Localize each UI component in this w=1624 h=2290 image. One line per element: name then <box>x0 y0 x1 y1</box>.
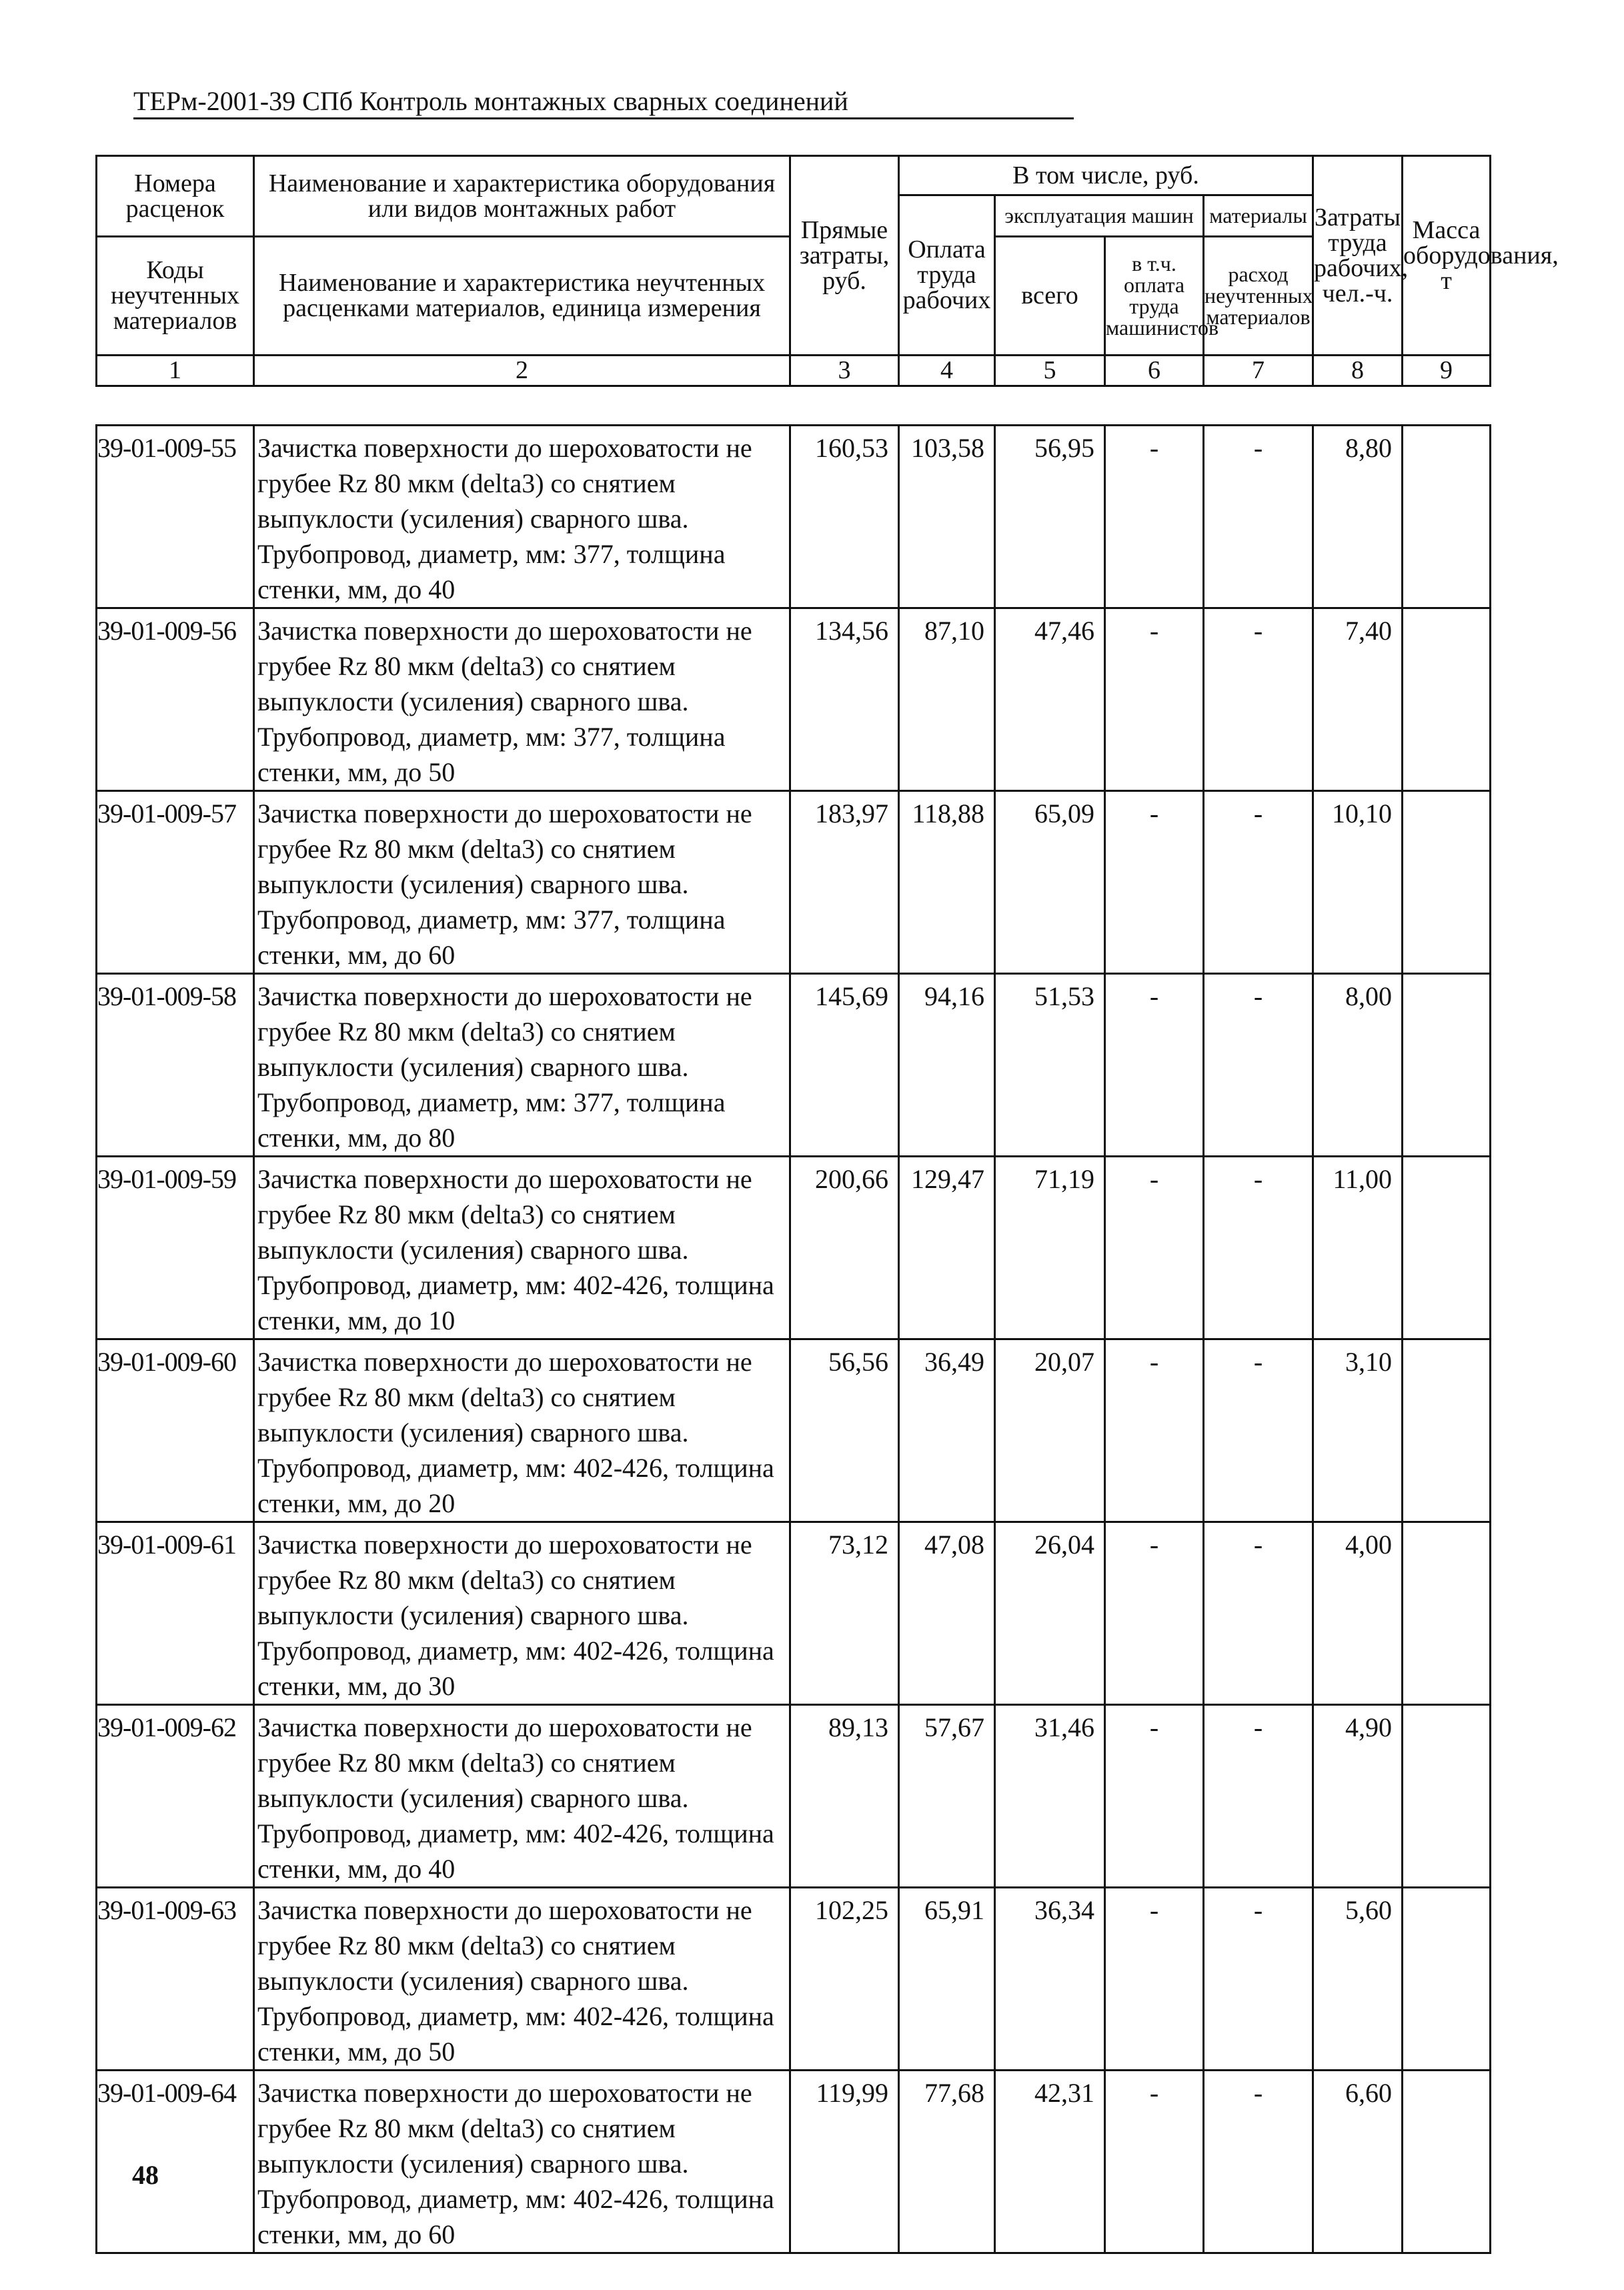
materials-cost: - <box>1204 2071 1313 2253</box>
document-title: ТЕРм-2001-39 СПб Контроль монтажных сварных соединений <box>133 85 1074 119</box>
rates-table <box>95 424 1491 2254</box>
machine-cost: 36,34 <box>995 1888 1105 2071</box>
machine-cost: 31,46 <box>995 1705 1105 1888</box>
machine-cost: 20,07 <box>995 1339 1105 1522</box>
labor-cost: 47,08 <box>899 1522 995 1705</box>
equipment-mass <box>1403 1705 1491 1888</box>
column-number: 7 <box>1204 355 1313 386</box>
rate-name: Зачистка поверхности до шероховатости не грубее Rz 80 мкм (delta3) со снятием выпуклости (усиления) сварного шва. Трубопровод, диаметр, мм: 402-426, толщина стенки, мм, до 40 <box>254 1705 790 1888</box>
materials-cost: - <box>1204 426 1313 608</box>
rates-table-body <box>97 426 1491 2253</box>
labor-hours: 8,00 <box>1313 974 1403 1157</box>
labor-cost: 77,68 <box>899 2071 995 2253</box>
materials-cost: - <box>1204 1522 1313 1705</box>
materials-cost: - <box>1204 1888 1313 2071</box>
column-number: 9 <box>1403 355 1491 386</box>
header-col8: Затраты труда рабочих, чел.-ч. <box>1313 156 1403 356</box>
rate-code: 39-01-009-60 <box>97 1339 254 1522</box>
labor-hours: 6,60 <box>1313 2071 1403 2253</box>
table-row <box>97 1888 1491 2071</box>
labor-cost: 65,91 <box>899 1888 995 2071</box>
header-col2-top: Наименование и характеристика оборудования или видов монтажных работ <box>254 156 790 237</box>
equipment-mass <box>1403 974 1491 1157</box>
machinist-cost: - <box>1105 1157 1204 1339</box>
direct-cost: 160,53 <box>790 426 899 608</box>
labor-cost: 129,47 <box>899 1157 995 1339</box>
equipment-mass <box>1403 2071 1491 2253</box>
table-row <box>97 608 1491 791</box>
materials-cost: - <box>1204 974 1313 1157</box>
column-number: 6 <box>1105 355 1204 386</box>
machine-cost: 42,31 <box>995 2071 1105 2253</box>
equipment-mass <box>1403 608 1491 791</box>
rate-code: 39-01-009-57 <box>97 791 254 974</box>
materials-cost: - <box>1204 1339 1313 1522</box>
machine-cost: 65,09 <box>995 791 1105 974</box>
header-col4: Оплата труда рабочих <box>899 195 995 355</box>
rate-code: 39-01-009-55 <box>97 426 254 608</box>
direct-cost: 134,56 <box>790 608 899 791</box>
direct-cost: 102,25 <box>790 1888 899 2071</box>
materials-cost: - <box>1204 608 1313 791</box>
table-row <box>97 1157 1491 1339</box>
labor-hours: 4,00 <box>1313 1522 1403 1705</box>
rate-code: 39-01-009-59 <box>97 1157 254 1339</box>
rate-name: Зачистка поверхности до шероховатости не грубее Rz 80 мкм (delta3) со снятием выпуклости (усиления) сварного шва. Трубопровод, диаметр, мм: 402-426, толщина стенки, мм, до 60 <box>254 2071 790 2253</box>
machinist-cost: - <box>1105 1522 1204 1705</box>
page-number: 48 <box>132 2160 159 2190</box>
table-row <box>97 1522 1491 1705</box>
labor-hours: 10,10 <box>1313 791 1403 974</box>
machine-cost: 71,19 <box>995 1157 1105 1339</box>
machinist-cost: - <box>1105 1888 1204 2071</box>
header-col3: Прямые затраты, руб. <box>790 156 899 356</box>
rate-name: Зачистка поверхности до шероховатости не грубее Rz 80 мкм (delta3) со снятием выпуклости (усиления) сварного шва. Трубопровод, диаметр, мм: 377, толщина стенки, мм, до 50 <box>254 608 790 791</box>
direct-cost: 89,13 <box>790 1705 899 1888</box>
machine-cost: 26,04 <box>995 1522 1105 1705</box>
labor-hours: 11,00 <box>1313 1157 1403 1339</box>
rate-code: 39-01-009-56 <box>97 608 254 791</box>
labor-hours: 7,40 <box>1313 608 1403 791</box>
labor-cost: 36,49 <box>899 1339 995 1522</box>
machinist-cost: - <box>1105 608 1204 791</box>
table-row <box>97 1339 1491 1522</box>
table-row <box>97 426 1491 608</box>
rate-name: Зачистка поверхности до шероховатости не грубее Rz 80 мкм (delta3) со снятием выпуклости (усиления) сварного шва. Трубопровод, диаметр, мм: 402-426, толщина стенки, мм, до 50 <box>254 1888 790 2071</box>
column-number: 4 <box>899 355 995 386</box>
labor-cost: 103,58 <box>899 426 995 608</box>
header-col1-top: Номера расценок <box>97 156 254 237</box>
labor-hours: 3,10 <box>1313 1339 1403 1522</box>
machine-cost: 51,53 <box>995 974 1105 1157</box>
header-col6: в т.ч. оплата труда машинистов <box>1105 237 1204 356</box>
machinist-cost: - <box>1105 1705 1204 1888</box>
machine-cost: 56,95 <box>995 426 1105 608</box>
equipment-mass <box>1403 1888 1491 2071</box>
machine-cost: 47,46 <box>995 608 1105 791</box>
column-number: 3 <box>790 355 899 386</box>
column-number: 8 <box>1313 355 1403 386</box>
table-row <box>97 791 1491 974</box>
machinist-cost: - <box>1105 1339 1204 1522</box>
equipment-mass <box>1403 1522 1491 1705</box>
rate-name: Зачистка поверхности до шероховатости не грубее Rz 80 мкм (delta3) со снятием выпуклости (усиления) сварного шва. Трубопровод, диаметр, мм: 402-426, толщина стенки, мм, до 20 <box>254 1339 790 1522</box>
column-number: 1 <box>97 355 254 386</box>
labor-hours: 8,80 <box>1313 426 1403 608</box>
table-row <box>97 1705 1491 1888</box>
machinist-cost: - <box>1105 974 1204 1157</box>
rate-name: Зачистка поверхности до шероховатости не грубее Rz 80 мкм (delta3) со снятием выпуклости (усиления) сварного шва. Трубопровод, диаметр, мм: 377, толщина стенки, мм, до 60 <box>254 791 790 974</box>
rate-name: Зачистка поверхности до шероховатости не грубее Rz 80 мкм (delta3) со снятием выпуклости (усиления) сварного шва. Трубопровод, диаметр, мм: 377, толщина стенки, мм, до 40 <box>254 426 790 608</box>
machinist-cost: - <box>1105 791 1204 974</box>
rate-name: Зачистка поверхности до шероховатости не грубее Rz 80 мкм (delta3) со снятием выпуклости (усиления) сварного шва. Трубопровод, диаметр, мм: 402-426, толщина стенки, мм, до 10 <box>254 1157 790 1339</box>
labor-cost: 87,10 <box>899 608 995 791</box>
machinist-cost: - <box>1105 426 1204 608</box>
rate-code: 39-01-009-63 <box>97 1888 254 2071</box>
rate-name: Зачистка поверхности до шероховатости не грубее Rz 80 мкм (delta3) со снятием выпуклости (усиления) сварного шва. Трубопровод, диаметр, мм: 402-426, толщина стенки, мм, до 30 <box>254 1522 790 1705</box>
column-number: 2 <box>254 355 790 386</box>
rate-code: 39-01-009-64 <box>97 2071 254 2253</box>
header-col9: Масса оборудования, т <box>1403 156 1491 356</box>
labor-hours: 5,60 <box>1313 1888 1403 2071</box>
equipment-mass <box>1403 1157 1491 1339</box>
equipment-mass <box>1403 426 1491 608</box>
materials-cost: - <box>1204 1705 1313 1888</box>
header-col7: расход неучтенных материалов <box>1204 237 1313 356</box>
direct-cost: 73,12 <box>790 1522 899 1705</box>
equipment-mass <box>1403 791 1491 974</box>
header-machines: эксплуатация машин <box>995 195 1204 237</box>
rate-code: 39-01-009-58 <box>97 974 254 1157</box>
materials-cost: - <box>1204 791 1313 974</box>
direct-cost: 56,56 <box>790 1339 899 1522</box>
machinist-cost: - <box>1105 2071 1204 2253</box>
direct-cost: 145,69 <box>790 974 899 1157</box>
labor-hours: 4,90 <box>1313 1705 1403 1888</box>
rate-name: Зачистка поверхности до шероховатости не грубее Rz 80 мкм (delta3) со снятием выпуклости (усиления) сварного шва. Трубопровод, диаметр, мм: 377, толщина стенки, мм, до 80 <box>254 974 790 1157</box>
labor-cost: 94,16 <box>899 974 995 1157</box>
labor-cost: 118,88 <box>899 791 995 974</box>
header-group: В том числе, руб. <box>899 156 1313 195</box>
labor-cost: 57,67 <box>899 1705 995 1888</box>
materials-cost: - <box>1204 1157 1313 1339</box>
header-col2-bottom: Наименование и характеристика неучтенных расценками материалов, единица измерения <box>254 237 790 356</box>
direct-cost: 183,97 <box>790 791 899 974</box>
table-row <box>97 974 1491 1157</box>
table-row <box>97 2071 1491 2253</box>
table-header <box>95 155 1559 387</box>
column-number: 5 <box>995 355 1105 386</box>
direct-cost: 119,99 <box>790 2071 899 2253</box>
equipment-mass <box>1403 1339 1491 1522</box>
rate-code: 39-01-009-62 <box>97 1705 254 1888</box>
rate-code: 39-01-009-61 <box>97 1522 254 1705</box>
header-col5: всего <box>995 237 1105 356</box>
direct-cost: 200,66 <box>790 1157 899 1339</box>
header-materials: материалы <box>1204 195 1313 237</box>
header-col1-bottom: Коды неучтенных материалов <box>97 237 254 356</box>
